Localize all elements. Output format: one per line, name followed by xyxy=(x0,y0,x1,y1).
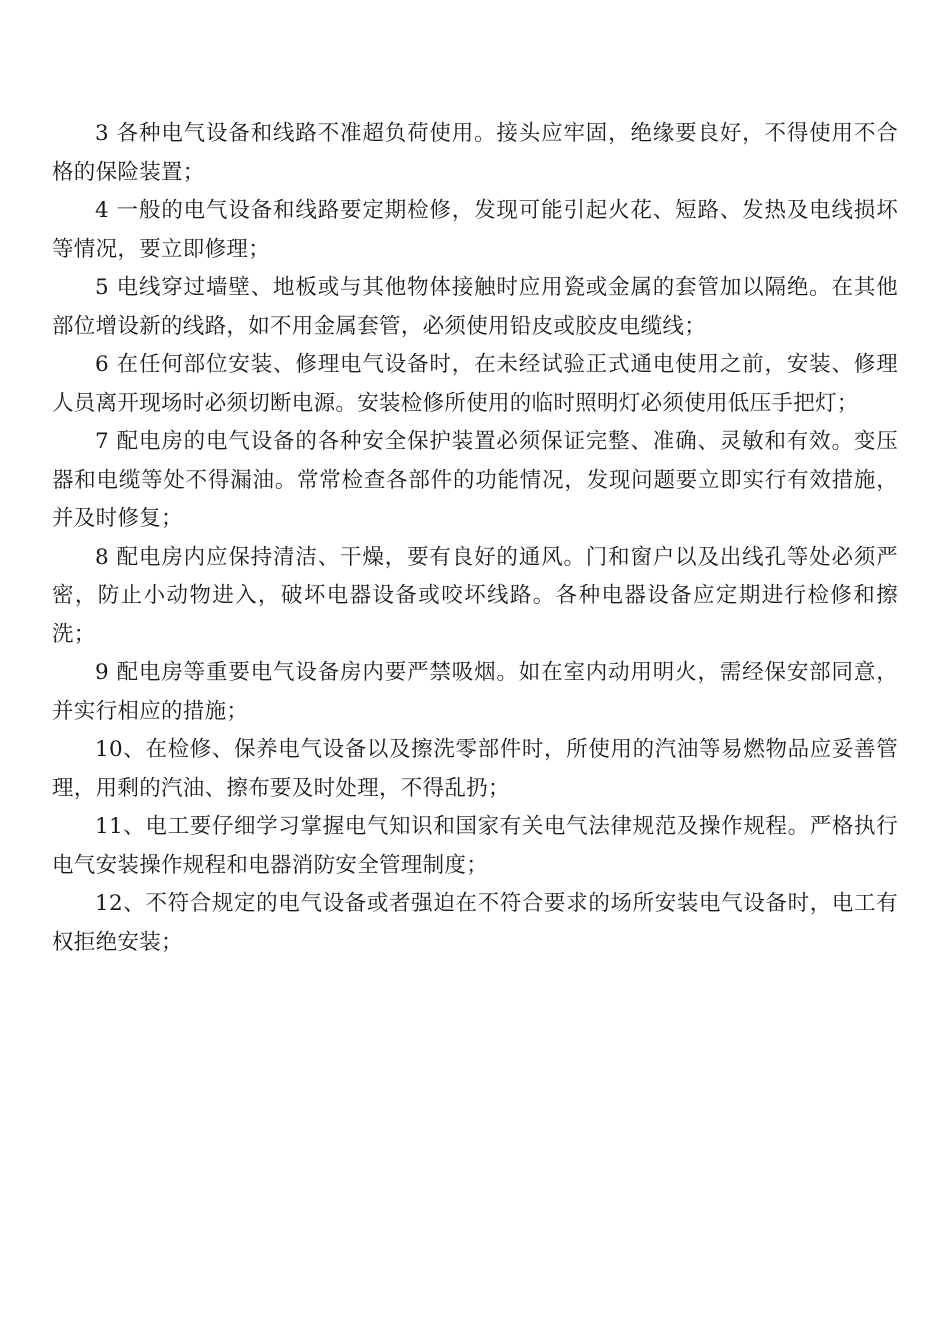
paragraph-item-10: 10、在检修、保养电气设备以及擦洗零部件时，所使用的汽油等易燃物品应妥善管理，用剩的汽油、擦布要及时处理，不得乱扔； xyxy=(52,737,898,801)
paragraph-item-8: 8 配电房内应保持清洁、干燥，要有良好的通风。门和窗户以及出线孔等处必须严密，防止小动物进入，破坏电器设备或咬坏线路。各种电器设备应定期进行检修和擦洗； xyxy=(52,544,898,647)
paragraph-item-5: 5 电线穿过墙壁、地板或与其他物体接触时应用瓷或金属的套管加以隔绝。在其他部位增设新的线路，如不用金属套管，必须使用铅皮或胶皮电缆线； xyxy=(52,275,898,339)
paragraph-item-11: 11、电工要仔细学习掌握电气知识和国家有关电气法律规范及操作规程。严格执行电气安装操作规程和电器消防安全管理制度； xyxy=(52,814,898,878)
paragraph-item-3: 3 各种电气设备和线路不准超负荷使用。接头应牢固，绝缘要良好，不得使用不合格的保险装置； xyxy=(52,121,898,185)
paragraph-item-4: 4 一般的电气设备和线路要定期检修，发现可能引起火花、短路、发热及电线损坏等情况，要立即修理； xyxy=(52,198,898,262)
paragraph-item-7: 7 配电房的电气设备的各种安全保护装置必须保证完整、准确、灵敏和有效。变压器和电缆等处不得漏油。常常检查各部件的功能情况，发现问题要立即实行有效措施，并及时修复； xyxy=(52,429,898,531)
paragraph-item-9: 9 配电房等重要电气设备房内要严禁吸烟。如在室内动用明火，需经保安部同意，并实行相应的措施； xyxy=(52,660,898,724)
paragraph-item-12: 12、不符合规定的电气设备或者强迫在不符合要求的场所安装电气设备时，电工有权拒绝安装； xyxy=(52,891,898,955)
document-body xyxy=(52,115,898,962)
paragraph-item-6: 6 在任何部位安装、修理电气设备时，在未经试验正式通电使用之前，安装、修理人员离开现场时必须切断电源。安装检修所使用的临时照明灯必须使用低压手把灯； xyxy=(52,352,898,416)
